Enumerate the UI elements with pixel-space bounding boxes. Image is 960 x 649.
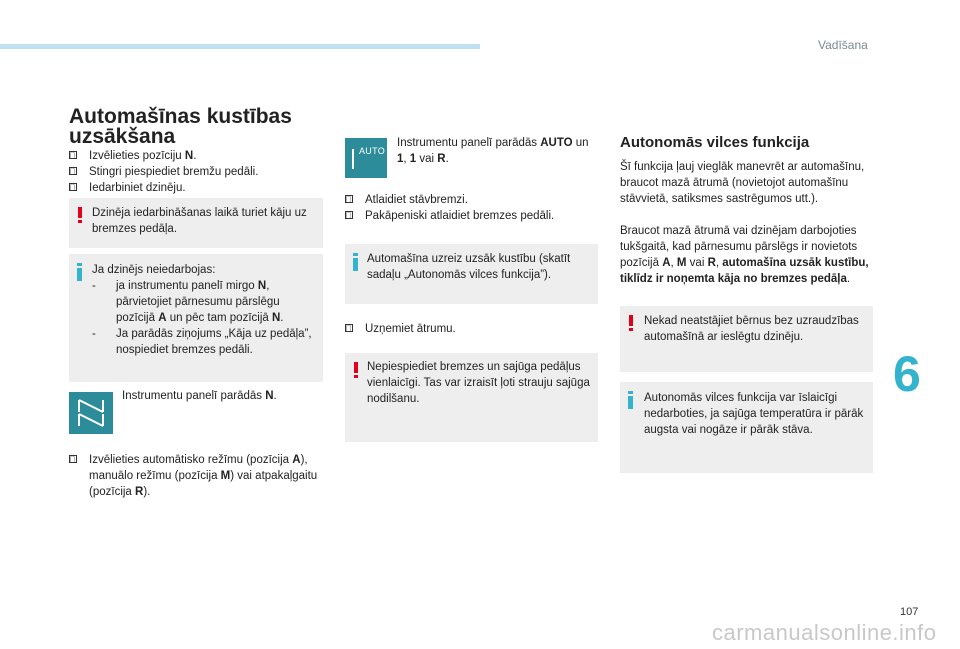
checkbox-icon [345,195,353,203]
checkbox-icon [69,183,77,191]
panel-auto-text: Instrumentu panelī parādās AUTO un 1, 1 vai R. [397,137,589,165]
info-box: Autonomās vilces funkcija var īslaicīgi nedarboties, ja sajūga temperatūra ir pārāk augsta vai nogāze ir pārāk stāva. [620,382,873,473]
warning-box: Nekad neatstājiet bērnus bez uzraudzības automašīnā ar ieslēgtu dzinēju. [620,306,873,372]
gear-n-icon [69,392,113,434]
page-number: 107 [900,606,919,618]
checkbox-icon [69,167,77,175]
checkbox-icon [345,324,353,332]
list-item: - ja instrumentu panelī mirgo N, pārvietojiet pārnesumu pārslēgu pozīcijā A un pēc tam pozīcijā N. [92,280,284,324]
info-icon [353,253,358,271]
section-heading-start: Automašīnas kustības uzsākšana [69,105,292,148]
step-item: Izvēlieties pozīciju N. [69,148,329,164]
info-list [92,278,318,358]
warning-icon [354,362,358,378]
warning-box: Nepiespiediet bremzes un sajūga pedāļus vienlaicīgi. Tas var izraisīt ļoti strauju sajūga nodilšanu. [345,353,598,442]
start-steps [69,148,329,196]
step-item: Izvēlieties automātisko režīmu (pozīcija A), manuālo režīmu (pozīcija M) vai atpakaļgaitu (pozīcija R). [69,452,325,500]
auto-mode-icon: AUTO [345,138,387,178]
chapter-number: 6 [893,346,921,402]
checkbox-icon [69,151,77,159]
info-box: Automašīna uzreiz uzsāk kustību (skatīt sadaļu „Autonomās vilces funkcija”). [345,244,598,304]
info-icon [77,263,82,281]
header-bar [0,44,480,49]
info-box: Ja dzinējs neiedarbojas: - ja instrumentu panelī mirgo N, pārvietojiet pārnesumu pārslēgu pozīcijā A un pēc tam pozīcijā N. - Ja parādās ziņojums „Kāja uz pedāļa”, nospiediet bremzes pedāli. [69,254,323,382]
checkbox-icon [345,211,353,219]
list-item: - Ja parādās ziņojums „Kāja uz pedāļa”, nospiediet bremzes pedāli. [92,328,312,356]
panel-n-text: Instrumentu panelī parādās N. [122,390,277,402]
warning-icon [629,315,633,331]
info-icon [628,391,633,409]
step-item: Stingri piespiediet bremžu pedāli. [69,164,329,180]
section-heading-creep: Autonomās vilces funkcija [620,134,810,151]
step-item: Uzņemiet ātrumu. [345,321,595,337]
warning-icon [78,207,82,223]
watermark: carmanualsonline.info [712,620,937,645]
select-steps [69,452,325,500]
release-steps [345,192,595,224]
speed-steps [345,321,595,337]
paragraph: Braucot mazā ātrumā vai dzinējam darbojoties tukšgaitā, kad pārnesumu pārslēgs ir novietots pozīcijā A, M vai R, automašīna uzsāk kustību, tiklīdz ir noņemta kāja no bremzes pedāļa. [620,225,869,285]
step-item: Pakāpeniski atlaidiet bremzes pedāli. [345,208,595,224]
step-item: Atlaidiet stāvbremzi. [345,192,595,208]
section-title: Vadīšana [818,38,868,52]
warning-box: Dzinēja iedarbināšanas laikā turiet kāju uz bremzes pedāļa. [69,198,323,248]
checkbox-icon [69,455,77,463]
paragraph: Šī funkcija ļauj vieglāk manevrēt ar automašīnu, braucot mazā ātrumā (novietojot automašīnu stāvvietā, satiksmes sastrēgumos utt.). [620,161,865,205]
step-item: Iedarbiniet dzinēju. [69,180,329,196]
